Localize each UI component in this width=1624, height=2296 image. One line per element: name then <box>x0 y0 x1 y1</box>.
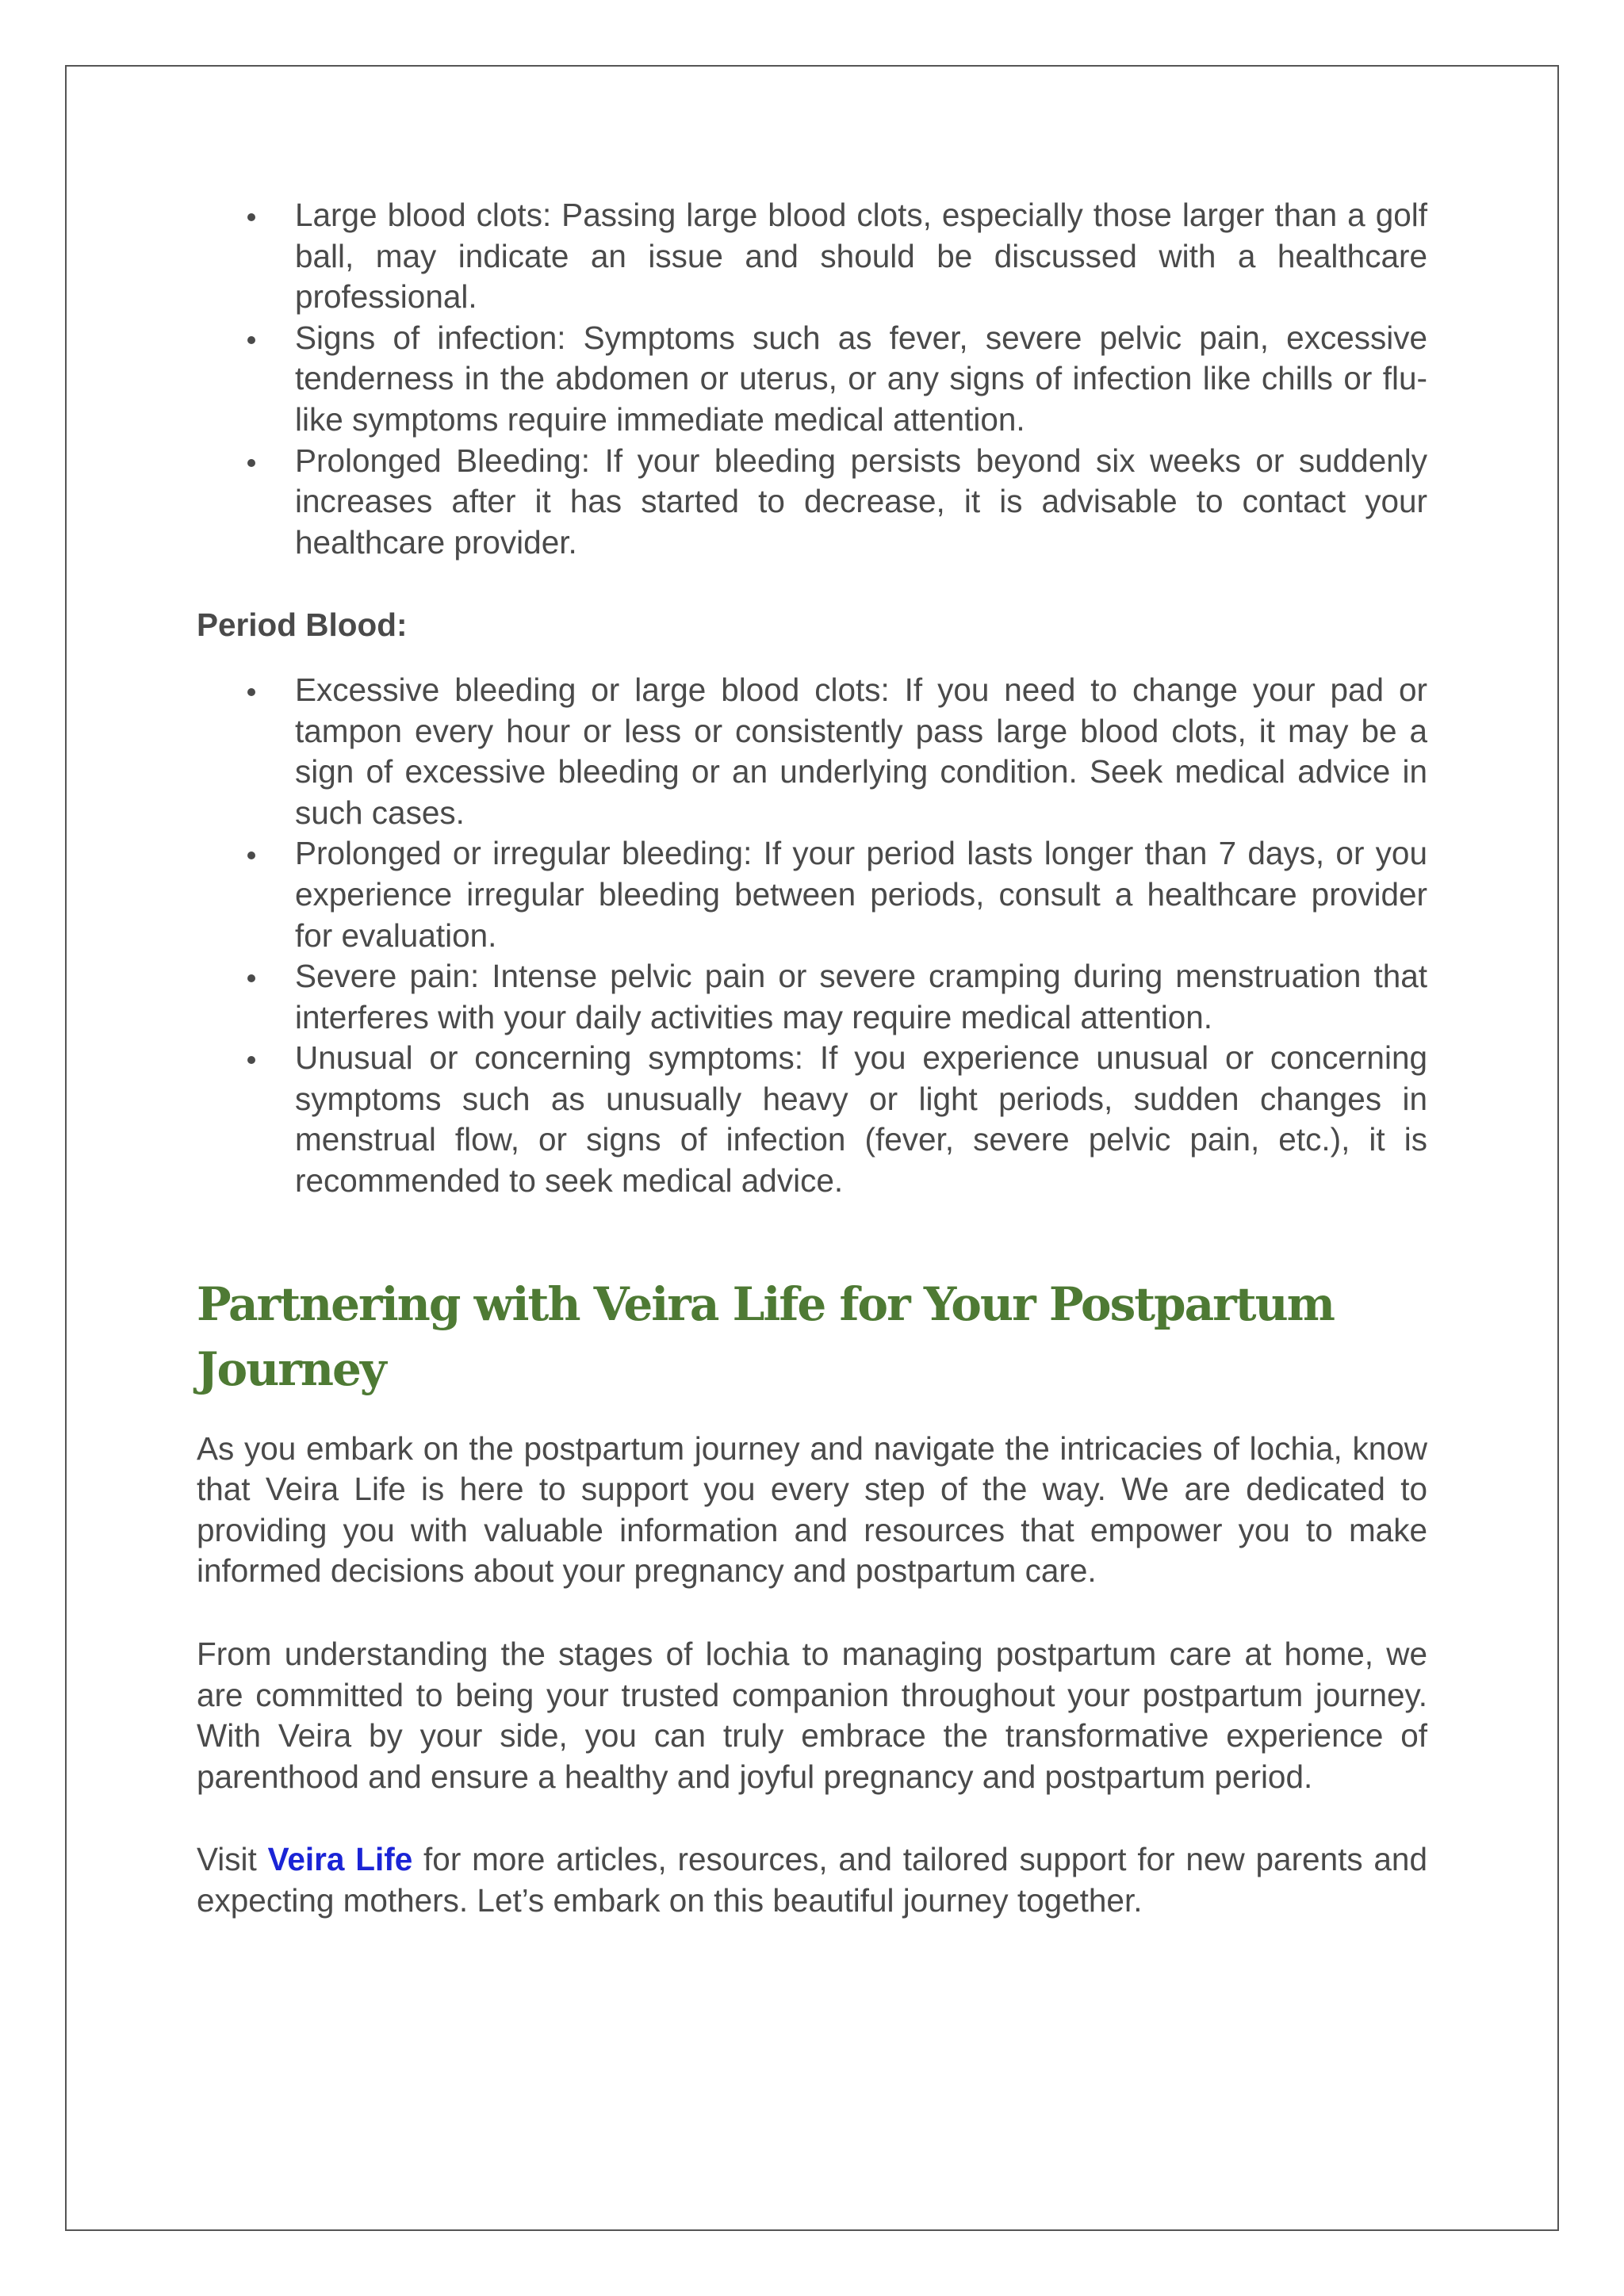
list-item-text: Large blood clots: Passing large blood clots, especially those larger than a golf ball, may indicate an issue and should be discussed with a healthcare professional. <box>295 197 1427 316</box>
bullet-icon <box>247 974 255 982</box>
list-item-text: Unusual or concerning symptoms: If you experience unusual or concerning symptoms such as unusually heavy or light periods, sudden changes in menstrual flow, or signs of infection (fever, severe pelvic pain, etc.), it is recommended to seek medical advice. <box>295 1039 1427 1200</box>
bullet-icon <box>247 1056 255 1064</box>
list-item <box>197 1038 1427 1201</box>
list-item <box>197 318 1427 441</box>
visit-prefix: Visit <box>197 1841 268 1878</box>
list-item <box>197 441 1427 564</box>
bullet-icon <box>247 213 255 221</box>
period-blood-heading: Period Blood: <box>197 607 408 644</box>
paragraph: As you embark on the postpartum journey and navigate the intricacies of lochia, know that Veira Life is here to support you every step of the way. We are dedicated to providing you with valuable information and resources that empower you to make informed decisions about your pregnancy and postpartum care. <box>197 1429 1427 1590</box>
list-item-text: Prolonged or irregular bleeding: If your period lasts longer than 7 days, or you experience irregular bleeding between periods, consult a healthcare provider for evaluation. <box>295 835 1427 954</box>
bullet-icon <box>247 688 255 696</box>
period-blood-list <box>197 670 1427 1202</box>
list-item-text: Signs of infection: Symptoms such as fever, severe pelvic pain, excessive tenderness in the abdomen or uterus, or any signs of infection like chills or flu-like symptoms require immediate medical attention. <box>295 319 1427 438</box>
list-item <box>197 833 1427 956</box>
lochia-warning-list <box>197 195 1427 563</box>
bullet-icon <box>247 851 255 859</box>
list-item <box>197 670 1427 833</box>
list-item-text: Severe pain: Intense pelvic pain or severe cramping during menstruation that interferes with your daily activities may require medical attention. <box>295 958 1427 1035</box>
paragraph: From understanding the stages of lochia to managing postpartum care at home, we are committed to being your trusted companion throughout your postpartum journey. With Veira by your side, you can truly embrace the transformative experience of parenthood and ensure a healthy and joyful pregnancy and postpartum period. <box>197 1636 1427 1795</box>
list-item-text: Prolonged Bleeding: If your bleeding persists beyond six weeks or suddenly increases after it has started to decrease, it is advisable to contact your healthcare provider. <box>295 442 1427 561</box>
list-item-text: Excessive bleeding or large blood clots: If you need to change your pad or tampon every hour or less or consistently pass large blood clots, it may be a sign of excessive bleeding or an underlying condition. Seek medical advice in such cases. <box>295 671 1427 831</box>
list-item <box>197 956 1427 1038</box>
bullet-icon <box>247 336 255 344</box>
document-content <box>197 195 1427 1964</box>
list-item <box>197 195 1427 318</box>
visit-paragraph <box>197 1839 1427 1921</box>
partnering-heading: Partnering with Veira Life for Your Postpartum Journey <box>197 1276 1335 1396</box>
bullet-icon <box>247 459 255 467</box>
veira-life-link[interactable]: Veira Life <box>267 1841 413 1878</box>
visit-suffix: for more articles, resources, and tailored support for new parents and expecting mothers. Let’s embark on this beautiful journey together. <box>197 1841 1427 1919</box>
